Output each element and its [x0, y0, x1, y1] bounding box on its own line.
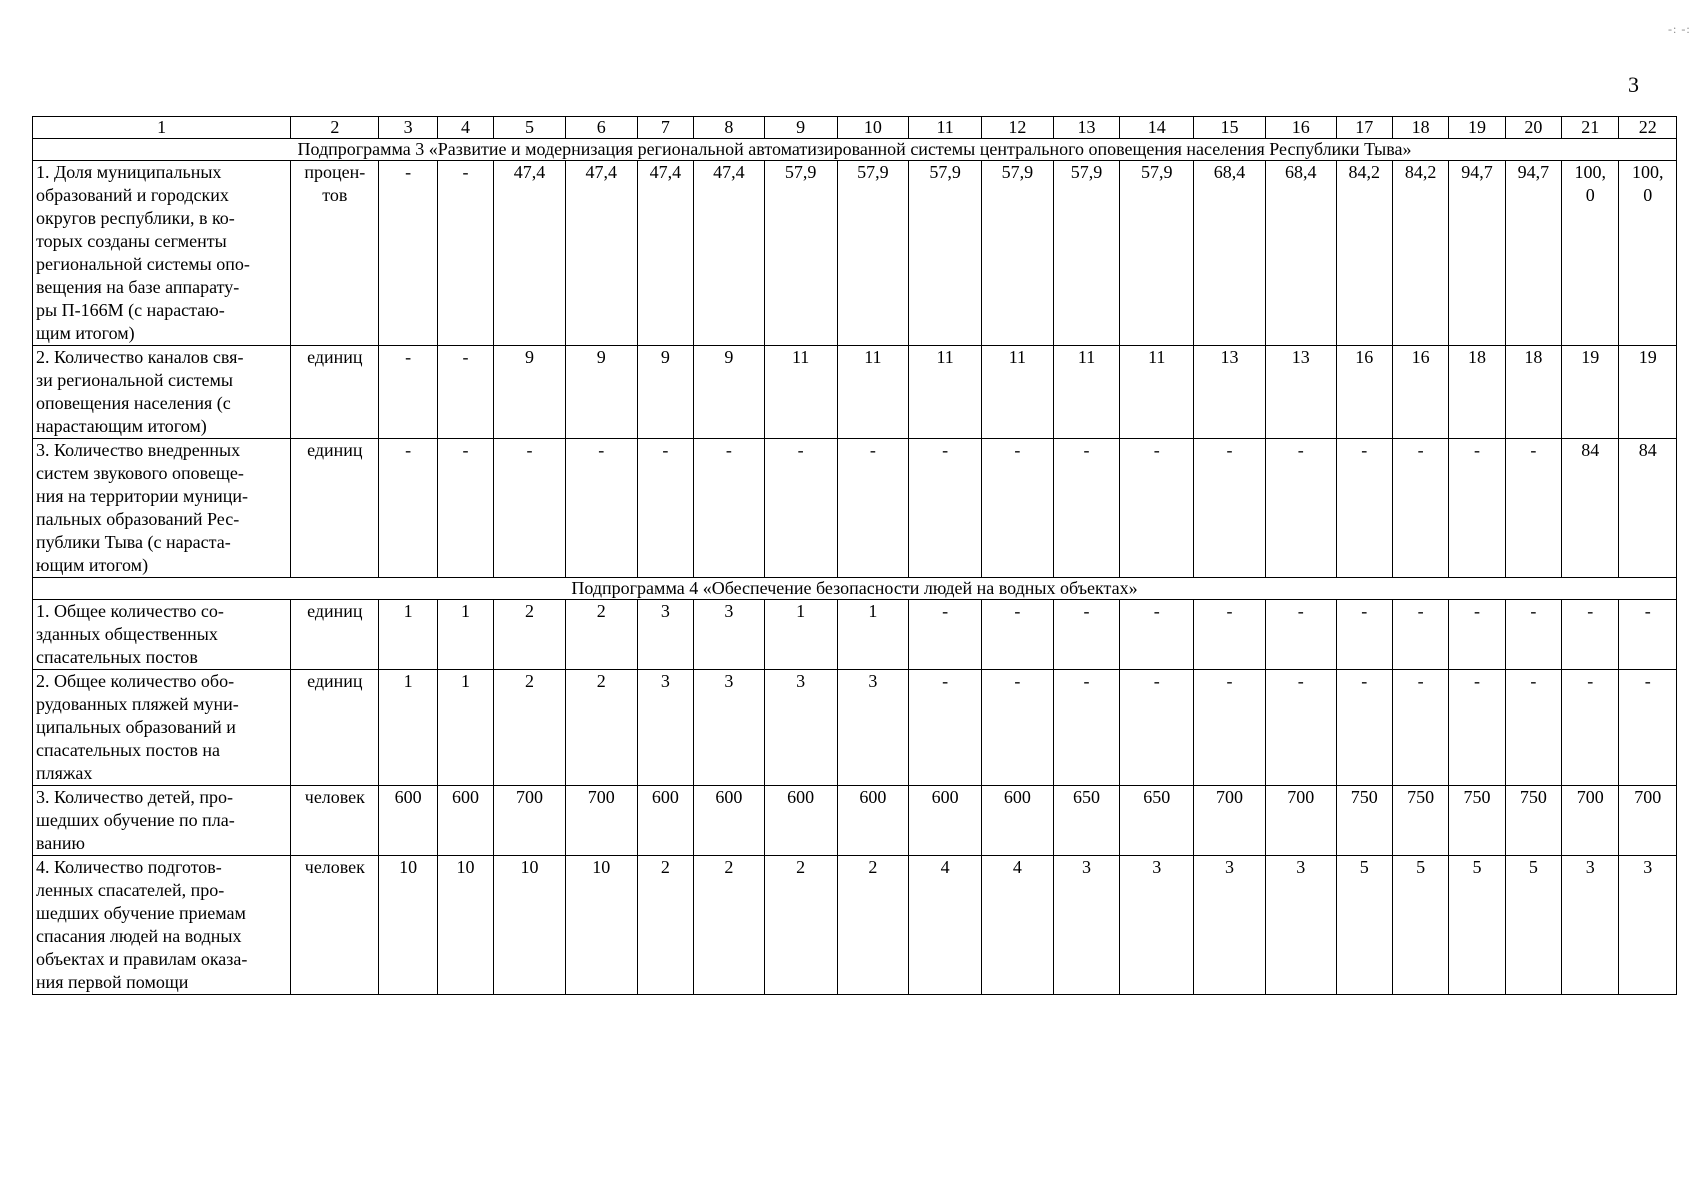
indicator-value: 57,9 [909, 161, 982, 346]
indicator-value: 2 [494, 600, 566, 670]
indicator-name-line: зданных общественных [36, 624, 218, 644]
indicator-value: 3 [764, 670, 837, 786]
section-title: Подпрограмма 4 «Обеспечение безопасности людей на водных объектах» [33, 578, 1677, 600]
indicator-value: 47,4 [694, 161, 765, 346]
indicator-name [33, 346, 291, 439]
indicator-value: - [1120, 439, 1194, 578]
indicator-value: - [437, 439, 493, 578]
indicator-name-line: 3. Количество внедренных [36, 440, 241, 460]
indicator-value: - [1053, 439, 1120, 578]
indicator-value: 2 [694, 856, 765, 995]
table-row [33, 856, 1677, 995]
table-row [33, 439, 1677, 578]
indicator-value: 650 [1120, 786, 1194, 856]
indicator-value: 9 [494, 346, 566, 439]
indicator-value: 11 [982, 346, 1054, 439]
indicator-unit: единиц [291, 439, 379, 578]
indicator-name-line: 2. Общее количество обо- [36, 671, 235, 691]
indicator-value: - [1505, 600, 1561, 670]
indicator-value: 1 [437, 600, 493, 670]
indicator-name-line: ленных спасателей, про- [36, 880, 225, 900]
table-row [33, 786, 1677, 856]
section-title: Подпрограмма 3 «Развитие и модернизация региональной автоматизированной системы центрального оповещения населения Республики Тыва» [33, 139, 1677, 161]
indicator-value: - [1053, 670, 1120, 786]
indicator-value: 3 [1562, 856, 1619, 995]
indicator-value: 84 [1562, 439, 1619, 578]
indicator-value: 18 [1505, 346, 1561, 439]
indicator-name-line: ванию [36, 833, 85, 853]
indicator-value: 19 [1562, 346, 1619, 439]
indicator-value: 11 [837, 346, 909, 439]
indicator-value: - [909, 600, 982, 670]
indicator-name-line: вещения на базе аппарату- [36, 277, 240, 297]
corner-scan-mark: -: -: [1668, 22, 1691, 36]
indicator-name-line: ния первой помощи [36, 972, 189, 992]
header-cell-22: 22 [1619, 117, 1677, 139]
indicator-value: - [1619, 600, 1677, 670]
indicator-name-line: щим итогом) [36, 323, 135, 343]
indicator-value: 57,9 [982, 161, 1054, 346]
indicator-value: - [1053, 600, 1120, 670]
indicator-value: 600 [837, 786, 909, 856]
indicator-value: - [982, 600, 1054, 670]
indicator-value: 1 [437, 670, 493, 786]
indicator-value: 10 [379, 856, 437, 995]
header-cell-3: 3 [379, 117, 437, 139]
indicator-name [33, 786, 291, 856]
header-cell-11: 11 [909, 117, 982, 139]
indicator-name-line: оповещения населения (с [36, 393, 231, 413]
section-row [33, 139, 1677, 161]
indicator-value: 100, 0 [1562, 161, 1619, 346]
indicator-name [33, 856, 291, 995]
indicator-value: - [982, 670, 1054, 786]
indicator-value: 3 [694, 670, 765, 786]
indicator-value: - [1194, 670, 1266, 786]
indicator-value: - [1336, 670, 1392, 786]
indicator-value: 11 [909, 346, 982, 439]
indicator-value: 10 [437, 856, 493, 995]
indicator-value: 18 [1449, 346, 1505, 439]
indicator-value: 650 [1053, 786, 1120, 856]
indicator-value: 94,7 [1505, 161, 1561, 346]
indicator-value: 1 [379, 600, 437, 670]
indicator-value: 13 [1265, 346, 1336, 439]
indicator-value: - [764, 439, 837, 578]
indicator-value: - [379, 161, 437, 346]
indicator-unit: процен- тов [291, 161, 379, 346]
header-cell-9: 9 [764, 117, 837, 139]
indicator-value: 750 [1392, 786, 1448, 856]
indicator-value: - [1449, 439, 1505, 578]
page-number: 3 [1628, 72, 1639, 97]
indicator-value: 1 [837, 600, 909, 670]
indicator-value: - [437, 346, 493, 439]
indicator-value: 68,4 [1265, 161, 1336, 346]
indicator-name-line: ры П-166М (с нарастаю- [36, 300, 225, 320]
indicator-value: - [1120, 600, 1194, 670]
table-body [33, 117, 1677, 995]
indicator-value: 57,9 [764, 161, 837, 346]
indicator-name-line: систем звукового оповеще- [36, 463, 244, 483]
indicator-value: 47,4 [565, 161, 637, 346]
indicator-value: - [437, 161, 493, 346]
header-cell-17: 17 [1336, 117, 1392, 139]
indicator-value: 2 [565, 600, 637, 670]
indicator-value: - [1120, 670, 1194, 786]
header-cell-7: 7 [637, 117, 693, 139]
indicator-name [33, 670, 291, 786]
indicator-value: 3 [694, 600, 765, 670]
indicator-value: 68,4 [1194, 161, 1266, 346]
indicator-name-line: ципальных образований и [36, 717, 236, 737]
header-cell-8: 8 [694, 117, 765, 139]
indicator-value: 700 [1619, 786, 1677, 856]
indicator-value: 3 [1053, 856, 1120, 995]
indicator-name-line: шедших обучение приемам [36, 903, 246, 923]
indicator-name-line: пляжах [36, 763, 93, 783]
header-cell-10: 10 [837, 117, 909, 139]
indicator-value: 16 [1392, 346, 1448, 439]
indicator-value: 10 [494, 856, 566, 995]
indicator-value: - [494, 439, 566, 578]
indicator-value: 11 [1120, 346, 1194, 439]
indicator-value: - [1265, 439, 1336, 578]
indicator-name-line: ющим итогом) [36, 555, 149, 575]
indicator-value: - [1562, 600, 1619, 670]
indicator-name-line: рудованных пляжей муни- [36, 694, 239, 714]
table-row [33, 600, 1677, 670]
indicator-value: 10 [565, 856, 637, 995]
header-cell-14: 14 [1120, 117, 1194, 139]
indicator-unit: единиц [291, 346, 379, 439]
indicator-name-line: объектах и правилам оказа- [36, 949, 248, 969]
indicators-table [32, 116, 1677, 995]
indicator-value: 9 [694, 346, 765, 439]
indicator-name-line: нарастающим итогом) [36, 416, 207, 436]
indicator-value: - [1449, 600, 1505, 670]
indicator-name-line: 1. Доля муниципальных [36, 162, 222, 182]
indicator-value: 9 [637, 346, 693, 439]
indicator-value: 4 [982, 856, 1054, 995]
indicator-value: - [909, 439, 982, 578]
indicator-value: 700 [1562, 786, 1619, 856]
indicator-value: 100, 0 [1619, 161, 1677, 346]
indicator-value: 84,2 [1336, 161, 1392, 346]
indicator-value: - [1505, 439, 1561, 578]
indicator-value: 1 [379, 670, 437, 786]
indicator-value: 2 [494, 670, 566, 786]
indicator-name-line: спасательных постов на [36, 740, 220, 760]
indicator-value: 2 [837, 856, 909, 995]
table-row [33, 670, 1677, 786]
indicator-value: 5 [1336, 856, 1392, 995]
indicator-unit: единиц [291, 600, 379, 670]
indicator-value: 94,7 [1449, 161, 1505, 346]
indicator-value: 57,9 [837, 161, 909, 346]
indicator-value: 19 [1619, 346, 1677, 439]
indicator-value: 3 [1120, 856, 1194, 995]
indicator-name-line: пальных образований Рес- [36, 509, 240, 529]
indicator-value: 3 [637, 670, 693, 786]
indicator-name-line: ния на территории муници- [36, 486, 248, 506]
header-cell-6: 6 [565, 117, 637, 139]
indicator-value: 57,9 [1120, 161, 1194, 346]
indicator-value: 5 [1505, 856, 1561, 995]
indicator-value: - [1194, 600, 1266, 670]
indicator-name-line: 4. Количество подготов- [36, 857, 222, 877]
indicator-value: 3 [1265, 856, 1336, 995]
indicator-name-line: региональной системы опо- [36, 254, 250, 274]
indicator-value: 750 [1336, 786, 1392, 856]
header-cell-5: 5 [494, 117, 566, 139]
indicator-name-line: зи региональной системы [36, 370, 233, 390]
indicator-value: 5 [1392, 856, 1448, 995]
indicator-value: 47,4 [637, 161, 693, 346]
indicator-unit: человек [291, 856, 379, 995]
indicator-value: - [1336, 600, 1392, 670]
header-cell-4: 4 [437, 117, 493, 139]
indicator-name-line: спасательных постов [36, 647, 198, 667]
header-cell-19: 19 [1449, 117, 1505, 139]
indicator-value: 47,4 [494, 161, 566, 346]
header-cell-20: 20 [1505, 117, 1561, 139]
indicator-value: - [379, 439, 437, 578]
indicator-value: - [982, 439, 1054, 578]
indicator-value: 1 [764, 600, 837, 670]
indicator-value: - [1392, 670, 1448, 786]
header-cell-18: 18 [1392, 117, 1448, 139]
indicator-value: 11 [764, 346, 837, 439]
header-cell-16: 16 [1265, 117, 1336, 139]
indicator-value: 600 [764, 786, 837, 856]
indicator-value: 9 [565, 346, 637, 439]
section-row [33, 578, 1677, 600]
header-cell-13: 13 [1053, 117, 1120, 139]
indicator-value: 3 [1619, 856, 1677, 995]
indicator-value: 3 [637, 600, 693, 670]
indicator-name-line: торых созданы сегменты [36, 231, 227, 251]
indicator-value: - [1392, 600, 1448, 670]
indicator-value: 2 [565, 670, 637, 786]
indicator-value: - [1265, 670, 1336, 786]
header-cell-21: 21 [1562, 117, 1619, 139]
indicator-value: 3 [837, 670, 909, 786]
indicator-value: - [379, 346, 437, 439]
indicator-value: - [565, 439, 637, 578]
indicator-value: 600 [909, 786, 982, 856]
indicator-value: 600 [637, 786, 693, 856]
indicator-value: 750 [1505, 786, 1561, 856]
indicator-value: - [1336, 439, 1392, 578]
indicator-value: 700 [1265, 786, 1336, 856]
indicator-value: 13 [1194, 346, 1266, 439]
header-row [33, 117, 1677, 139]
indicator-value: 600 [694, 786, 765, 856]
indicator-value: 750 [1449, 786, 1505, 856]
indicator-value: 11 [1053, 346, 1120, 439]
indicator-name [33, 439, 291, 578]
indicator-value: 84 [1619, 439, 1677, 578]
header-cell-1: 1 [33, 117, 291, 139]
table-row [33, 346, 1677, 439]
indicator-value: 600 [437, 786, 493, 856]
indicator-value: 600 [982, 786, 1054, 856]
indicator-value: 3 [1194, 856, 1266, 995]
indicator-name-line: округов республики, в ко- [36, 208, 235, 228]
indicator-value: - [637, 439, 693, 578]
indicator-value: - [1562, 670, 1619, 786]
indicator-value: 700 [494, 786, 566, 856]
indicator-value: 600 [379, 786, 437, 856]
indicator-value: - [909, 670, 982, 786]
indicator-value: 4 [909, 856, 982, 995]
table-row [33, 161, 1677, 346]
header-cell-12: 12 [982, 117, 1054, 139]
indicator-name-line: 1. Общее количество со- [36, 601, 224, 621]
indicator-value: 5 [1449, 856, 1505, 995]
indicator-name [33, 161, 291, 346]
indicator-value: 84,2 [1392, 161, 1448, 346]
indicator-value: - [1265, 600, 1336, 670]
indicator-value: - [1619, 670, 1677, 786]
indicator-value: 2 [764, 856, 837, 995]
indicator-name [33, 600, 291, 670]
indicator-value: 700 [1194, 786, 1266, 856]
indicator-value: - [1449, 670, 1505, 786]
indicator-name-line: образований и городских [36, 185, 229, 205]
indicator-value: 2 [637, 856, 693, 995]
indicator-value: - [1194, 439, 1266, 578]
indicator-value: 57,9 [1053, 161, 1120, 346]
indicator-name-line: спасания людей на водных [36, 926, 242, 946]
header-cell-2: 2 [291, 117, 379, 139]
indicator-value: - [1505, 670, 1561, 786]
indicator-name-line: шедших обучение по пла- [36, 810, 235, 830]
indicator-unit: единиц [291, 670, 379, 786]
indicator-value: 16 [1336, 346, 1392, 439]
indicator-value: - [694, 439, 765, 578]
indicator-name-line: 3. Количество детей, про- [36, 787, 233, 807]
indicator-name-line: публики Тыва (с нараста- [36, 532, 231, 552]
indicator-unit: человек [291, 786, 379, 856]
indicator-name-line: 2. Количество каналов свя- [36, 347, 244, 367]
indicator-value: - [1392, 439, 1448, 578]
indicator-value: - [837, 439, 909, 578]
indicator-value: 700 [565, 786, 637, 856]
header-cell-15: 15 [1194, 117, 1266, 139]
